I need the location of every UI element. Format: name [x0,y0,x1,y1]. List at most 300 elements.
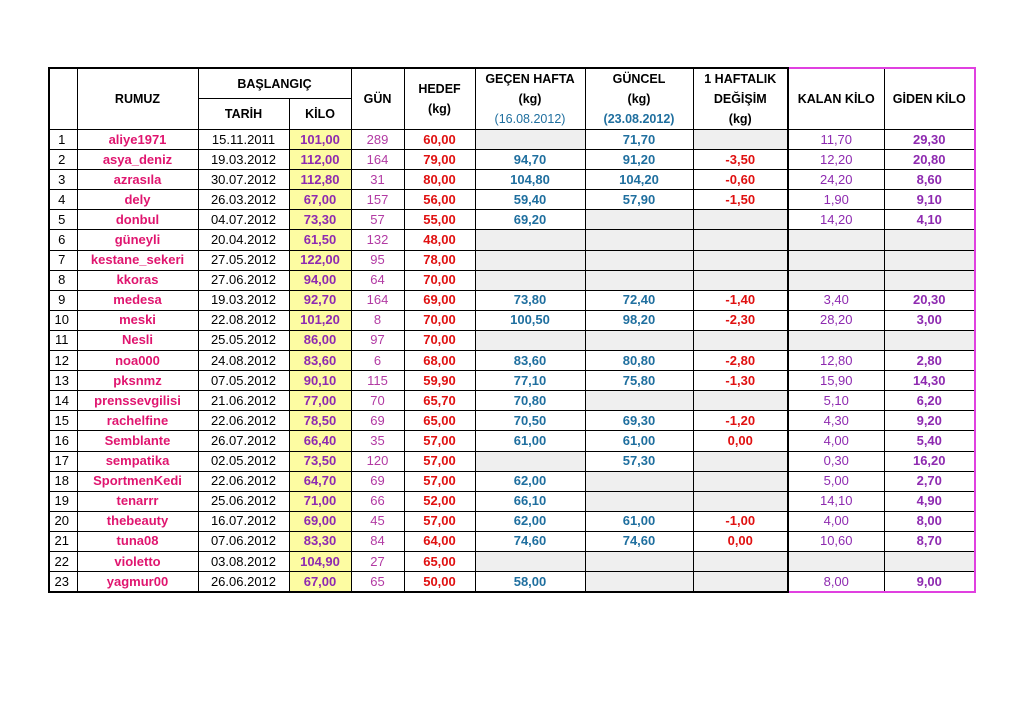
weekly-change-cell [693,250,788,270]
current-weight-cell [585,572,693,593]
gecen-hafta-header [475,68,585,130]
nickname-cell: güneyli [77,230,198,250]
last-week-cell: 70,50 [475,411,585,431]
row-number: 19 [49,491,77,511]
nickname-cell: azrasıla [77,170,198,190]
current-weight-cell: 104,20 [585,170,693,190]
row-number: 22 [49,551,77,571]
target-weight-cell: 68,00 [404,351,475,371]
gecen-hafta-header-line2: (kg) [518,92,542,106]
start-date-cell: 07.05.2012 [198,371,289,391]
lost-kilo-cell: 9,10 [884,190,975,210]
weekly-change-cell: -1,20 [693,411,788,431]
start-date-cell: 25.05.2012 [198,330,289,350]
weekly-change-cell: 0,00 [693,431,788,451]
weekly-change-cell: -1,40 [693,290,788,310]
table-row [49,471,975,491]
current-weight-cell [585,270,693,290]
target-weight-cell: 79,00 [404,150,475,170]
start-weight-cell: 73,50 [289,451,351,471]
days-cell: 31 [351,170,404,190]
current-weight-cell: 74,60 [585,531,693,551]
nickname-cell: asya_deniz [77,150,198,170]
current-weight-cell [585,471,693,491]
current-weight-cell [585,330,693,350]
start-date-cell: 22.08.2012 [198,310,289,330]
remaining-kilo-cell [788,230,884,250]
table-row [49,572,975,593]
current-weight-cell: 80,80 [585,351,693,371]
start-weight-cell: 73,30 [289,210,351,230]
weekly-change-cell [693,130,788,150]
row-number: 10 [49,310,77,330]
days-cell: 69 [351,411,404,431]
weekly-change-cell: 0,00 [693,531,788,551]
remaining-kilo-cell: 4,00 [788,431,884,451]
target-weight-cell: 80,00 [404,170,475,190]
degisim-header-line3: (kg) [728,112,752,126]
table-row [49,391,975,411]
last-week-cell: 69,20 [475,210,585,230]
remaining-kilo-cell: 24,20 [788,170,884,190]
start-date-cell: 21.06.2012 [198,391,289,411]
row-number: 17 [49,451,77,471]
weekly-change-cell: -1,50 [693,190,788,210]
start-date-cell: 25.06.2012 [198,491,289,511]
start-weight-cell: 69,00 [289,511,351,531]
row-number: 1 [49,130,77,150]
nickname-cell: yagmur00 [77,572,198,593]
days-cell: 289 [351,130,404,150]
start-weight-cell: 71,00 [289,491,351,511]
row-number: 8 [49,270,77,290]
lost-kilo-cell: 4,10 [884,210,975,230]
table-row [49,130,975,150]
last-week-cell: 58,00 [475,572,585,593]
target-weight-cell: 56,00 [404,190,475,210]
last-week-cell: 77,10 [475,371,585,391]
remaining-kilo-cell: 0,30 [788,451,884,471]
weekly-change-cell: -0,60 [693,170,788,190]
remaining-kilo-cell [788,330,884,350]
current-weight-cell: 61,00 [585,511,693,531]
row-number: 12 [49,351,77,371]
remaining-kilo-cell: 3,40 [788,290,884,310]
current-weight-cell: 91,20 [585,150,693,170]
weekly-change-cell [693,230,788,250]
target-weight-cell: 57,00 [404,511,475,531]
lost-kilo-cell: 14,30 [884,371,975,391]
start-date-cell: 02.05.2012 [198,451,289,471]
nickname-cell: SportmenKedi [77,471,198,491]
remaining-kilo-cell: 5,00 [788,471,884,491]
weekly-change-cell [693,270,788,290]
table-row [49,150,975,170]
guncel-header-line1: GÜNCEL [612,72,666,86]
row-number: 16 [49,431,77,451]
hedef-header-line1: HEDEF [418,82,461,96]
start-date-cell: 15.11.2011 [198,130,289,150]
last-week-cell: 70,80 [475,391,585,411]
days-cell: 66 [351,491,404,511]
giden-kilo-header: GİDEN KİLO [884,68,975,130]
weight-tracking-table [48,67,976,593]
start-date-cell: 26.03.2012 [198,190,289,210]
last-week-cell: 74,60 [475,531,585,551]
lost-kilo-cell: 9,00 [884,572,975,593]
weekly-change-cell: -3,50 [693,150,788,170]
lost-kilo-cell [884,230,975,250]
remaining-kilo-cell [788,551,884,571]
days-cell: 45 [351,511,404,531]
lost-kilo-cell [884,270,975,290]
row-number: 5 [49,210,77,230]
start-weight-cell: 67,00 [289,190,351,210]
last-week-cell: 94,70 [475,150,585,170]
last-week-cell: 59,40 [475,190,585,210]
current-weight-cell: 57,90 [585,190,693,210]
kalan-kilo-header: KALAN KİLO [788,68,884,130]
row-number: 21 [49,531,77,551]
table-row [49,230,975,250]
lost-kilo-cell: 16,20 [884,451,975,471]
current-weight-cell [585,210,693,230]
tarih-header: TARİH [198,99,289,130]
days-cell: 69 [351,471,404,491]
remaining-kilo-cell: 10,60 [788,531,884,551]
nickname-cell: Nesli [77,330,198,350]
target-weight-cell: 65,00 [404,411,475,431]
current-weight-cell: 98,20 [585,310,693,330]
weekly-change-cell [693,451,788,471]
last-week-cell: 62,00 [475,511,585,531]
table-row [49,351,975,371]
table-row [49,491,975,511]
nickname-cell: violetto [77,551,198,571]
current-weight-cell [585,391,693,411]
row-number: 20 [49,511,77,531]
current-weight-cell: 72,40 [585,290,693,310]
nickname-cell: medesa [77,290,198,310]
remaining-kilo-cell: 28,20 [788,310,884,330]
days-cell: 132 [351,230,404,250]
guncel-header-line2: (kg) [627,92,651,106]
table-row [49,210,975,230]
weekly-change-cell [693,330,788,350]
lost-kilo-cell: 3,00 [884,310,975,330]
target-weight-cell: 48,00 [404,230,475,250]
start-date-cell: 26.06.2012 [198,572,289,593]
days-cell: 57 [351,210,404,230]
target-weight-cell: 64,00 [404,531,475,551]
target-weight-cell: 65,70 [404,391,475,411]
current-weight-cell: 61,00 [585,431,693,451]
weekly-change-cell [693,391,788,411]
last-week-cell: 104,80 [475,170,585,190]
current-weight-cell: 69,30 [585,411,693,431]
start-weight-cell: 112,80 [289,170,351,190]
nickname-cell: thebeauty [77,511,198,531]
baslangic-header: BAŞLANGIÇ [198,68,351,99]
table-header [49,68,975,130]
current-weight-cell [585,491,693,511]
row-number: 15 [49,411,77,431]
start-date-cell: 04.07.2012 [198,210,289,230]
start-weight-cell: 78,50 [289,411,351,431]
days-cell: 115 [351,371,404,391]
remaining-kilo-cell: 8,00 [788,572,884,593]
remaining-kilo-cell: 1,90 [788,190,884,210]
table-row [49,330,975,350]
remaining-kilo-cell: 14,20 [788,210,884,230]
remaining-kilo-cell: 11,70 [788,130,884,150]
lost-kilo-cell [884,250,975,270]
table-row [49,531,975,551]
nickname-cell: prenssevgilisi [77,391,198,411]
days-cell: 6 [351,351,404,371]
lost-kilo-cell: 9,20 [884,411,975,431]
lost-kilo-cell: 6,20 [884,391,975,411]
row-number: 18 [49,471,77,491]
last-week-cell: 66,10 [475,491,585,511]
nickname-cell: meski [77,310,198,330]
row-number: 11 [49,330,77,350]
days-cell: 64 [351,270,404,290]
weekly-change-cell [693,491,788,511]
start-date-cell: 27.05.2012 [198,250,289,270]
gecen-hafta-header-line1: GEÇEN HAFTA [485,72,575,86]
row-number: 14 [49,391,77,411]
last-week-cell: 73,80 [475,290,585,310]
table-row [49,290,975,310]
last-week-cell [475,330,585,350]
start-weight-cell: 67,00 [289,572,351,593]
nickname-cell: noa000 [77,351,198,371]
last-week-cell: 100,50 [475,310,585,330]
rumuz-header: RUMUZ [77,68,198,130]
target-weight-cell: 57,00 [404,431,475,451]
table-row [49,270,975,290]
lost-kilo-cell: 8,70 [884,531,975,551]
remaining-kilo-cell [788,250,884,270]
start-weight-cell: 112,00 [289,150,351,170]
start-date-cell: 16.07.2012 [198,511,289,531]
days-cell: 70 [351,391,404,411]
start-weight-cell: 77,00 [289,391,351,411]
lost-kilo-cell [884,330,975,350]
days-cell: 95 [351,250,404,270]
target-weight-cell: 65,00 [404,551,475,571]
target-weight-cell: 50,00 [404,572,475,593]
nickname-cell: tenarrr [77,491,198,511]
weekly-change-cell [693,572,788,593]
lost-kilo-cell: 4,90 [884,491,975,511]
target-weight-cell: 57,00 [404,471,475,491]
start-date-cell: 27.06.2012 [198,270,289,290]
nickname-cell: Semblante [77,431,198,451]
nickname-cell: sempatika [77,451,198,471]
weekly-change-cell [693,471,788,491]
target-weight-cell: 52,00 [404,491,475,511]
start-weight-cell: 104,90 [289,551,351,571]
remaining-kilo-cell: 15,90 [788,371,884,391]
start-date-cell: 22.06.2012 [198,411,289,431]
nickname-cell: pksnmz [77,371,198,391]
days-cell: 65 [351,572,404,593]
days-cell: 8 [351,310,404,330]
current-weight-cell: 71,70 [585,130,693,150]
table-row [49,371,975,391]
lost-kilo-cell: 5,40 [884,431,975,451]
start-weight-cell: 66,40 [289,431,351,451]
weekly-change-cell: -2,80 [693,351,788,371]
start-date-cell: 19.03.2012 [198,290,289,310]
lost-kilo-cell: 20,80 [884,150,975,170]
guncel-header [585,68,693,130]
last-week-cell [475,230,585,250]
nickname-cell: donbul [77,210,198,230]
days-cell: 97 [351,330,404,350]
current-weight-cell [585,230,693,250]
target-weight-cell: 70,00 [404,330,475,350]
remaining-kilo-cell: 14,10 [788,491,884,511]
hedef-header [404,68,475,130]
start-weight-cell: 101,00 [289,130,351,150]
target-weight-cell: 70,00 [404,310,475,330]
index-header [49,68,77,130]
days-cell: 84 [351,531,404,551]
table-row [49,310,975,330]
start-date-cell: 19.03.2012 [198,150,289,170]
last-week-cell: 83,60 [475,351,585,371]
last-week-cell [475,270,585,290]
days-cell: 35 [351,431,404,451]
target-weight-cell: 78,00 [404,250,475,270]
lost-kilo-cell: 20,30 [884,290,975,310]
guncel-date: (23.08.2012) [603,112,675,126]
target-weight-cell: 70,00 [404,270,475,290]
weekly-change-cell: -2,30 [693,310,788,330]
days-cell: 27 [351,551,404,571]
start-date-cell: 20.04.2012 [198,230,289,250]
row-number: 4 [49,190,77,210]
table-row [49,451,975,471]
start-date-cell: 22.06.2012 [198,471,289,491]
start-date-cell: 07.06.2012 [198,531,289,551]
table-row [49,551,975,571]
start-date-cell: 03.08.2012 [198,551,289,571]
last-week-cell [475,130,585,150]
target-weight-cell: 57,00 [404,451,475,471]
days-cell: 164 [351,290,404,310]
start-weight-cell: 122,00 [289,250,351,270]
target-weight-cell: 59,90 [404,371,475,391]
current-weight-cell: 75,80 [585,371,693,391]
row-number: 6 [49,230,77,250]
degisim-header-line1: 1 HAFTALIK [704,72,777,86]
last-week-cell [475,250,585,270]
row-number: 9 [49,290,77,310]
nickname-cell: kestane_sekeri [77,250,198,270]
row-number: 13 [49,371,77,391]
gun-header: GÜN [351,68,404,130]
lost-kilo-cell: 8,60 [884,170,975,190]
start-date-cell: 26.07.2012 [198,431,289,451]
lost-kilo-cell [884,551,975,571]
start-weight-cell: 83,30 [289,531,351,551]
start-weight-cell: 61,50 [289,230,351,250]
table-row [49,511,975,531]
lost-kilo-cell: 8,00 [884,511,975,531]
degisim-header-line2: DEĞİŞİM [713,92,767,106]
last-week-cell: 62,00 [475,471,585,491]
row-number: 3 [49,170,77,190]
target-weight-cell: 69,00 [404,290,475,310]
weekly-change-cell: -1,00 [693,511,788,531]
row-number: 7 [49,250,77,270]
start-weight-cell: 86,00 [289,330,351,350]
weekly-change-cell [693,551,788,571]
target-weight-cell: 55,00 [404,210,475,230]
remaining-kilo-cell: 5,10 [788,391,884,411]
remaining-kilo-cell: 4,00 [788,511,884,531]
degisim-header [693,68,788,130]
start-date-cell: 24.08.2012 [198,351,289,371]
remaining-kilo-cell: 4,30 [788,411,884,431]
hedef-header-line2: (kg) [428,102,451,116]
start-weight-cell: 83,60 [289,351,351,371]
remaining-kilo-cell: 12,20 [788,150,884,170]
days-cell: 157 [351,190,404,210]
start-weight-cell: 64,70 [289,471,351,491]
last-week-cell [475,551,585,571]
current-weight-cell [585,551,693,571]
start-weight-cell: 92,70 [289,290,351,310]
lost-kilo-cell: 2,80 [884,351,975,371]
table-row [49,170,975,190]
lost-kilo-cell: 29,30 [884,130,975,150]
row-number: 2 [49,150,77,170]
row-number: 23 [49,572,77,593]
table-row [49,250,975,270]
gecen-hafta-date: (16.08.2012) [494,112,566,126]
start-date-cell: 30.07.2012 [198,170,289,190]
start-weight-cell: 94,00 [289,270,351,290]
remaining-kilo-cell [788,270,884,290]
table-body [49,130,975,593]
table-row [49,190,975,210]
current-weight-cell [585,250,693,270]
last-week-cell [475,451,585,471]
table-row [49,431,975,451]
table-row [49,411,975,431]
start-weight-cell: 101,20 [289,310,351,330]
weekly-change-cell: -1,30 [693,371,788,391]
current-weight-cell: 57,30 [585,451,693,471]
nickname-cell: aliye1971 [77,130,198,150]
target-weight-cell: 60,00 [404,130,475,150]
remaining-kilo-cell: 12,80 [788,351,884,371]
days-cell: 164 [351,150,404,170]
start-weight-cell: 90,10 [289,371,351,391]
nickname-cell: dely [77,190,198,210]
lost-kilo-cell: 2,70 [884,471,975,491]
days-cell: 120 [351,451,404,471]
kilo-header: KİLO [289,99,351,130]
last-week-cell: 61,00 [475,431,585,451]
weekly-change-cell [693,210,788,230]
nickname-cell: rachelfine [77,411,198,431]
